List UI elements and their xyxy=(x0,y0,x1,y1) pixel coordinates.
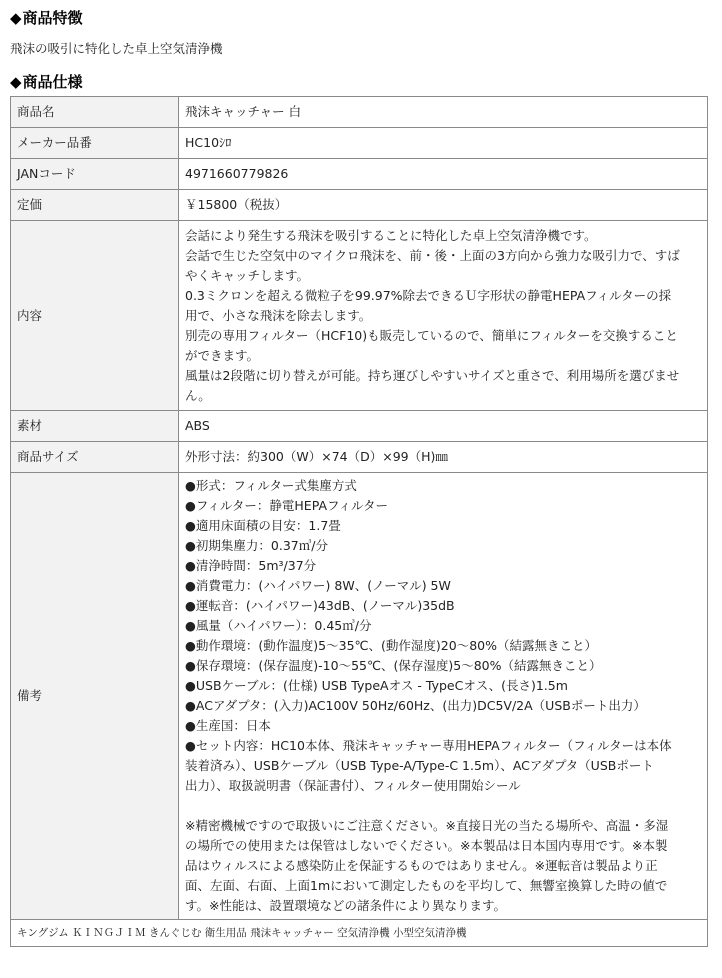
content-line: 用で、小さな飛沫を除去します。 xyxy=(185,307,372,323)
spec-value: 飛沫キャッチャー 白 xyxy=(179,97,708,128)
diamond-icon: ◆ xyxy=(10,9,22,27)
diamond-icon: ◆ xyxy=(10,73,22,91)
spec-table xyxy=(10,96,708,947)
paragraph-gap xyxy=(185,796,701,816)
spec-row-content xyxy=(11,221,708,411)
content-line: ん。 xyxy=(185,387,211,403)
note-item: ●消費電力：(ハイパワー) 8W、(ノーマル) 5W xyxy=(185,578,451,593)
spec-label: メーカー品番 xyxy=(11,128,179,159)
spec-row-name xyxy=(11,97,708,128)
footer-keywords: キングジム ＫＩＮＧＪＩＭ きんぐじむ 衛生用品 飛沫キャッチャー 空気清浄機 小型空気清浄機 xyxy=(11,920,708,947)
spec-value: 4971660779826 xyxy=(179,159,708,190)
note-item: ●風量（ハイパワー）：0.45㎥/分 xyxy=(185,618,372,633)
note-item: ●清浄時間：5m³/37分 xyxy=(185,558,317,573)
spec-label: 内容 xyxy=(11,221,179,411)
spec-row-notes xyxy=(11,473,708,920)
content-line: ができます。 xyxy=(185,347,260,363)
content-line: 別売の専用フィルター（HCF10)も販売しているので、簡単にフィルターを交換すること xyxy=(185,327,678,343)
note-item: ●ACアダプタ：(入力)AC100V 50Hz/60Hz、(出力)DC5V/2A（USBポート出力） xyxy=(185,698,646,713)
spec-row-jan xyxy=(11,159,708,190)
note-item: 出力）、取扱説明書（保証書付）、フィルター使用開始シール xyxy=(185,778,521,793)
spec-label: 素材 xyxy=(11,411,179,442)
content-line: 風量は2段階に切り替えが可能。持ち運びしやすいサイズと重さで、利用場所を選びませ xyxy=(185,367,680,383)
specs-heading xyxy=(10,71,712,93)
caution-line: 面、左面、右面、上面1mにおいて測定したものを平均して、無響室換算した時の値で xyxy=(185,878,668,893)
spec-value: HC10ｼﾛ xyxy=(179,128,708,159)
spec-label: 商品サイズ xyxy=(11,442,179,473)
spec-label: 備考 xyxy=(11,473,179,920)
note-item: ●形式：フィルター式集塵方式 xyxy=(185,478,357,493)
content-line: 会話により発生する飛沫を吸引することに特化した卓上空気清浄機です。 xyxy=(185,227,597,243)
content-line: 会話で生じた空気中のマイクロ飛沫を、前・後・上面の3方向から強力な吸引力で、すば xyxy=(185,247,680,263)
spec-label: JANコード xyxy=(11,159,179,190)
note-item: ●フィルター：静電HEPAフィルター xyxy=(185,498,388,513)
caution-line: の場所での使用または保管はしないでください。※本製品は日本国内専用です。※本製 xyxy=(185,838,668,853)
spec-label: 定価 xyxy=(11,190,179,221)
feature-description: 飛沫の吸引に特化した卓上空気清浄機 xyxy=(10,41,223,56)
note-item: 装着済み）、USBケーブル（USB Type-A/Type-C 1.5m）、ACアダプタ（USBポート xyxy=(185,758,654,773)
spec-label: 商品名 xyxy=(11,97,179,128)
note-item: ●適用床面積の目安：1.7畳 xyxy=(185,518,341,533)
spec-value: ￥15800（税抜） xyxy=(179,190,708,221)
spec-row-price xyxy=(11,190,708,221)
features-title: 商品特徴 xyxy=(22,9,83,27)
spec-value: ABS xyxy=(179,411,708,442)
caution-line: す。※性能は、設置環境などの諸条件により異なります。 xyxy=(185,898,506,913)
note-item: ●初期集塵力：0.37㎥/分 xyxy=(185,538,328,553)
specs-title: 商品仕様 xyxy=(22,73,83,91)
caution-line: ※精密機械ですので取扱いにご注意ください。※直接日光の当たる場所や、高温・多湿 xyxy=(185,818,669,833)
note-item: ●生産国：日本 xyxy=(185,718,271,733)
content-line: やくキャッチします。 xyxy=(185,267,310,283)
spec-row-maker-code xyxy=(11,128,708,159)
spec-value xyxy=(179,473,708,920)
content-line: 0.3ミクロンを超える微粒子を99.97%除去できるＵ字形状の静電HEPAフィルターの採 xyxy=(185,287,672,303)
spec-value: 外形寸法：約300（W）×74（D）×99（H)㎜ xyxy=(179,442,708,473)
note-item: ●運転音：(ハイパワー)43dB、(ノーマル)35dB xyxy=(185,598,455,613)
spec-row-size xyxy=(11,442,708,473)
note-item: ●USBケーブル：(仕様) USB TypeAオス - TypeCオス、(長さ)1.5m xyxy=(185,678,568,693)
note-item: ●保存環境：(保存温度)-10～55℃、(保存湿度)5～80%（結露無きこと） xyxy=(185,658,602,673)
caution-line: 品はウィルスによる感染防止を保証するものではありません。※運転音は製品より正 xyxy=(185,858,658,873)
note-item: ●セット内容：HC10本体、飛沫キャッチャー専用HEPAフィルター（フィルターは本体 xyxy=(185,738,672,753)
spec-value xyxy=(179,221,708,411)
features-heading xyxy=(10,0,712,29)
note-item: ●動作環境：(動作温度)5～35℃、(動作湿度)20～80%（結露無きこと） xyxy=(185,638,598,653)
spec-row-material xyxy=(11,411,708,442)
footer-row xyxy=(11,920,708,947)
